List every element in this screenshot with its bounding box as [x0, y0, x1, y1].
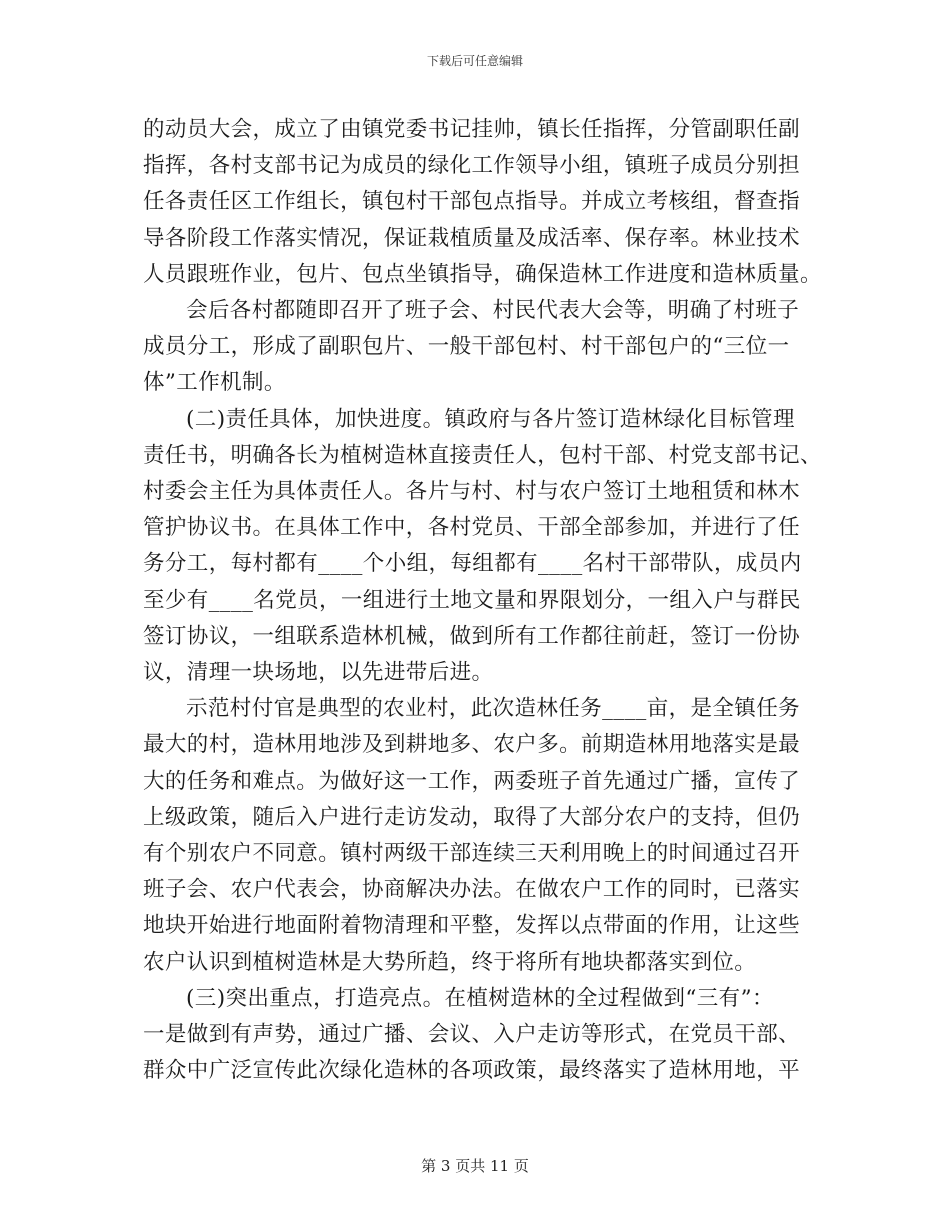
text-line: (二)责任具体，加快进度。镇政府与各片签订造林绿化目标管理	[186, 406, 795, 432]
text-line: 最大的村，造林用地涉及到耕地多、农户多。前期造林用地落实是最	[143, 732, 801, 758]
text-line: 指挥，各村支部书记为成员的绿化工作领导小组，镇班子成员分别担	[143, 153, 801, 179]
paragraph-3	[143, 402, 822, 692]
text-line: 示范村付官是典型的农业村，此次造林任务____亩，是全镇任务	[186, 696, 801, 722]
text-line: 村委会主任为具体责任人。各片与村、村与农户签订土地租赁和林木	[143, 479, 801, 505]
text-line: 成员分工，形成了副职包片、一般干部包村、村干部包户的“三位一	[143, 334, 790, 360]
text-line: 地块开始进行地面附着物清理和平整，发挥以点带面的作用，让这些	[143, 913, 801, 939]
text-line: 大的任务和难点。为做好这一工作，两委班子首先通过广播，宣传了	[143, 768, 801, 794]
text-line: 体”工作机制。	[143, 370, 286, 396]
text-line: 的动员大会，成立了由镇党委书记挂帅，镇长任指挥，分管副职任副	[143, 117, 801, 142]
text-line: 有个别农户不同意。镇村两级干部连续三天利用晚上的时间通过召开	[143, 841, 801, 867]
paragraph-4	[143, 691, 803, 981]
text-line: 群众中广泛宣传此次绿化造林的各项政策，最终落实了造林用地，平	[143, 1058, 801, 1084]
text-line: 签订协议，一组联系造林机械，做到所有工作都往前赶，签订一份协	[143, 623, 801, 649]
text-line: 一是做到有声势，通过广播、会议、入户走访等形式，在党员干部、	[143, 1022, 801, 1048]
text-line: 导各阶段工作落实情况，保证栽植质量及成活率、保存率。林业技术	[143, 225, 801, 251]
paragraph-5	[143, 981, 803, 1090]
text-line: 任各责任区工作组长，镇包村干部包点指导。并成立考核组，督查指	[143, 189, 801, 215]
text-line: 会后各村都随即召开了班子会、村民代表大会等，明确了村班子	[186, 298, 800, 324]
text-line: 农户认识到植树造林是大势所趋，终于将所有地块都落实到位。	[143, 949, 757, 975]
text-line: (三)突出重点，打造亮点。在植树造林的全过程做到“三有”：	[186, 985, 774, 1011]
paragraph-1	[143, 112, 822, 293]
page-number-footer: 第 3 页共 11 页	[421, 1157, 529, 1175]
text-line: 班子会、农户代表会，协商解决办法。在做农户工作的同时，已落实	[143, 877, 801, 903]
text-line: 务分工，每村都有____个小组，每组都有____名村干部带队，成员内	[143, 551, 802, 577]
text-line: 人员跟班作业，包片、包点坐镇指导，确保造林工作进度和造林质量。	[143, 261, 822, 287]
text-line: 管护协议书。在具体工作中，各村党员、干部全部参加，并进行了任	[143, 515, 801, 541]
page-header-note: 下载后可任意编辑	[426, 54, 523, 68]
text-line: 议，清理一块场地，以先进带后进。	[143, 660, 494, 686]
paragraph-2	[143, 293, 803, 402]
text-line: 至少有____名党员，一组进行土地文量和界限划分，一组入户与群民	[143, 587, 801, 613]
document-body	[143, 112, 822, 1089]
text-line: 责任书，明确各长为植树造林直接责任人，包村干部、村党支部书记、	[143, 442, 822, 468]
text-line: 上级政策，随后入户进行走访发动，取得了大部分农户的支持，但仍	[143, 804, 801, 830]
